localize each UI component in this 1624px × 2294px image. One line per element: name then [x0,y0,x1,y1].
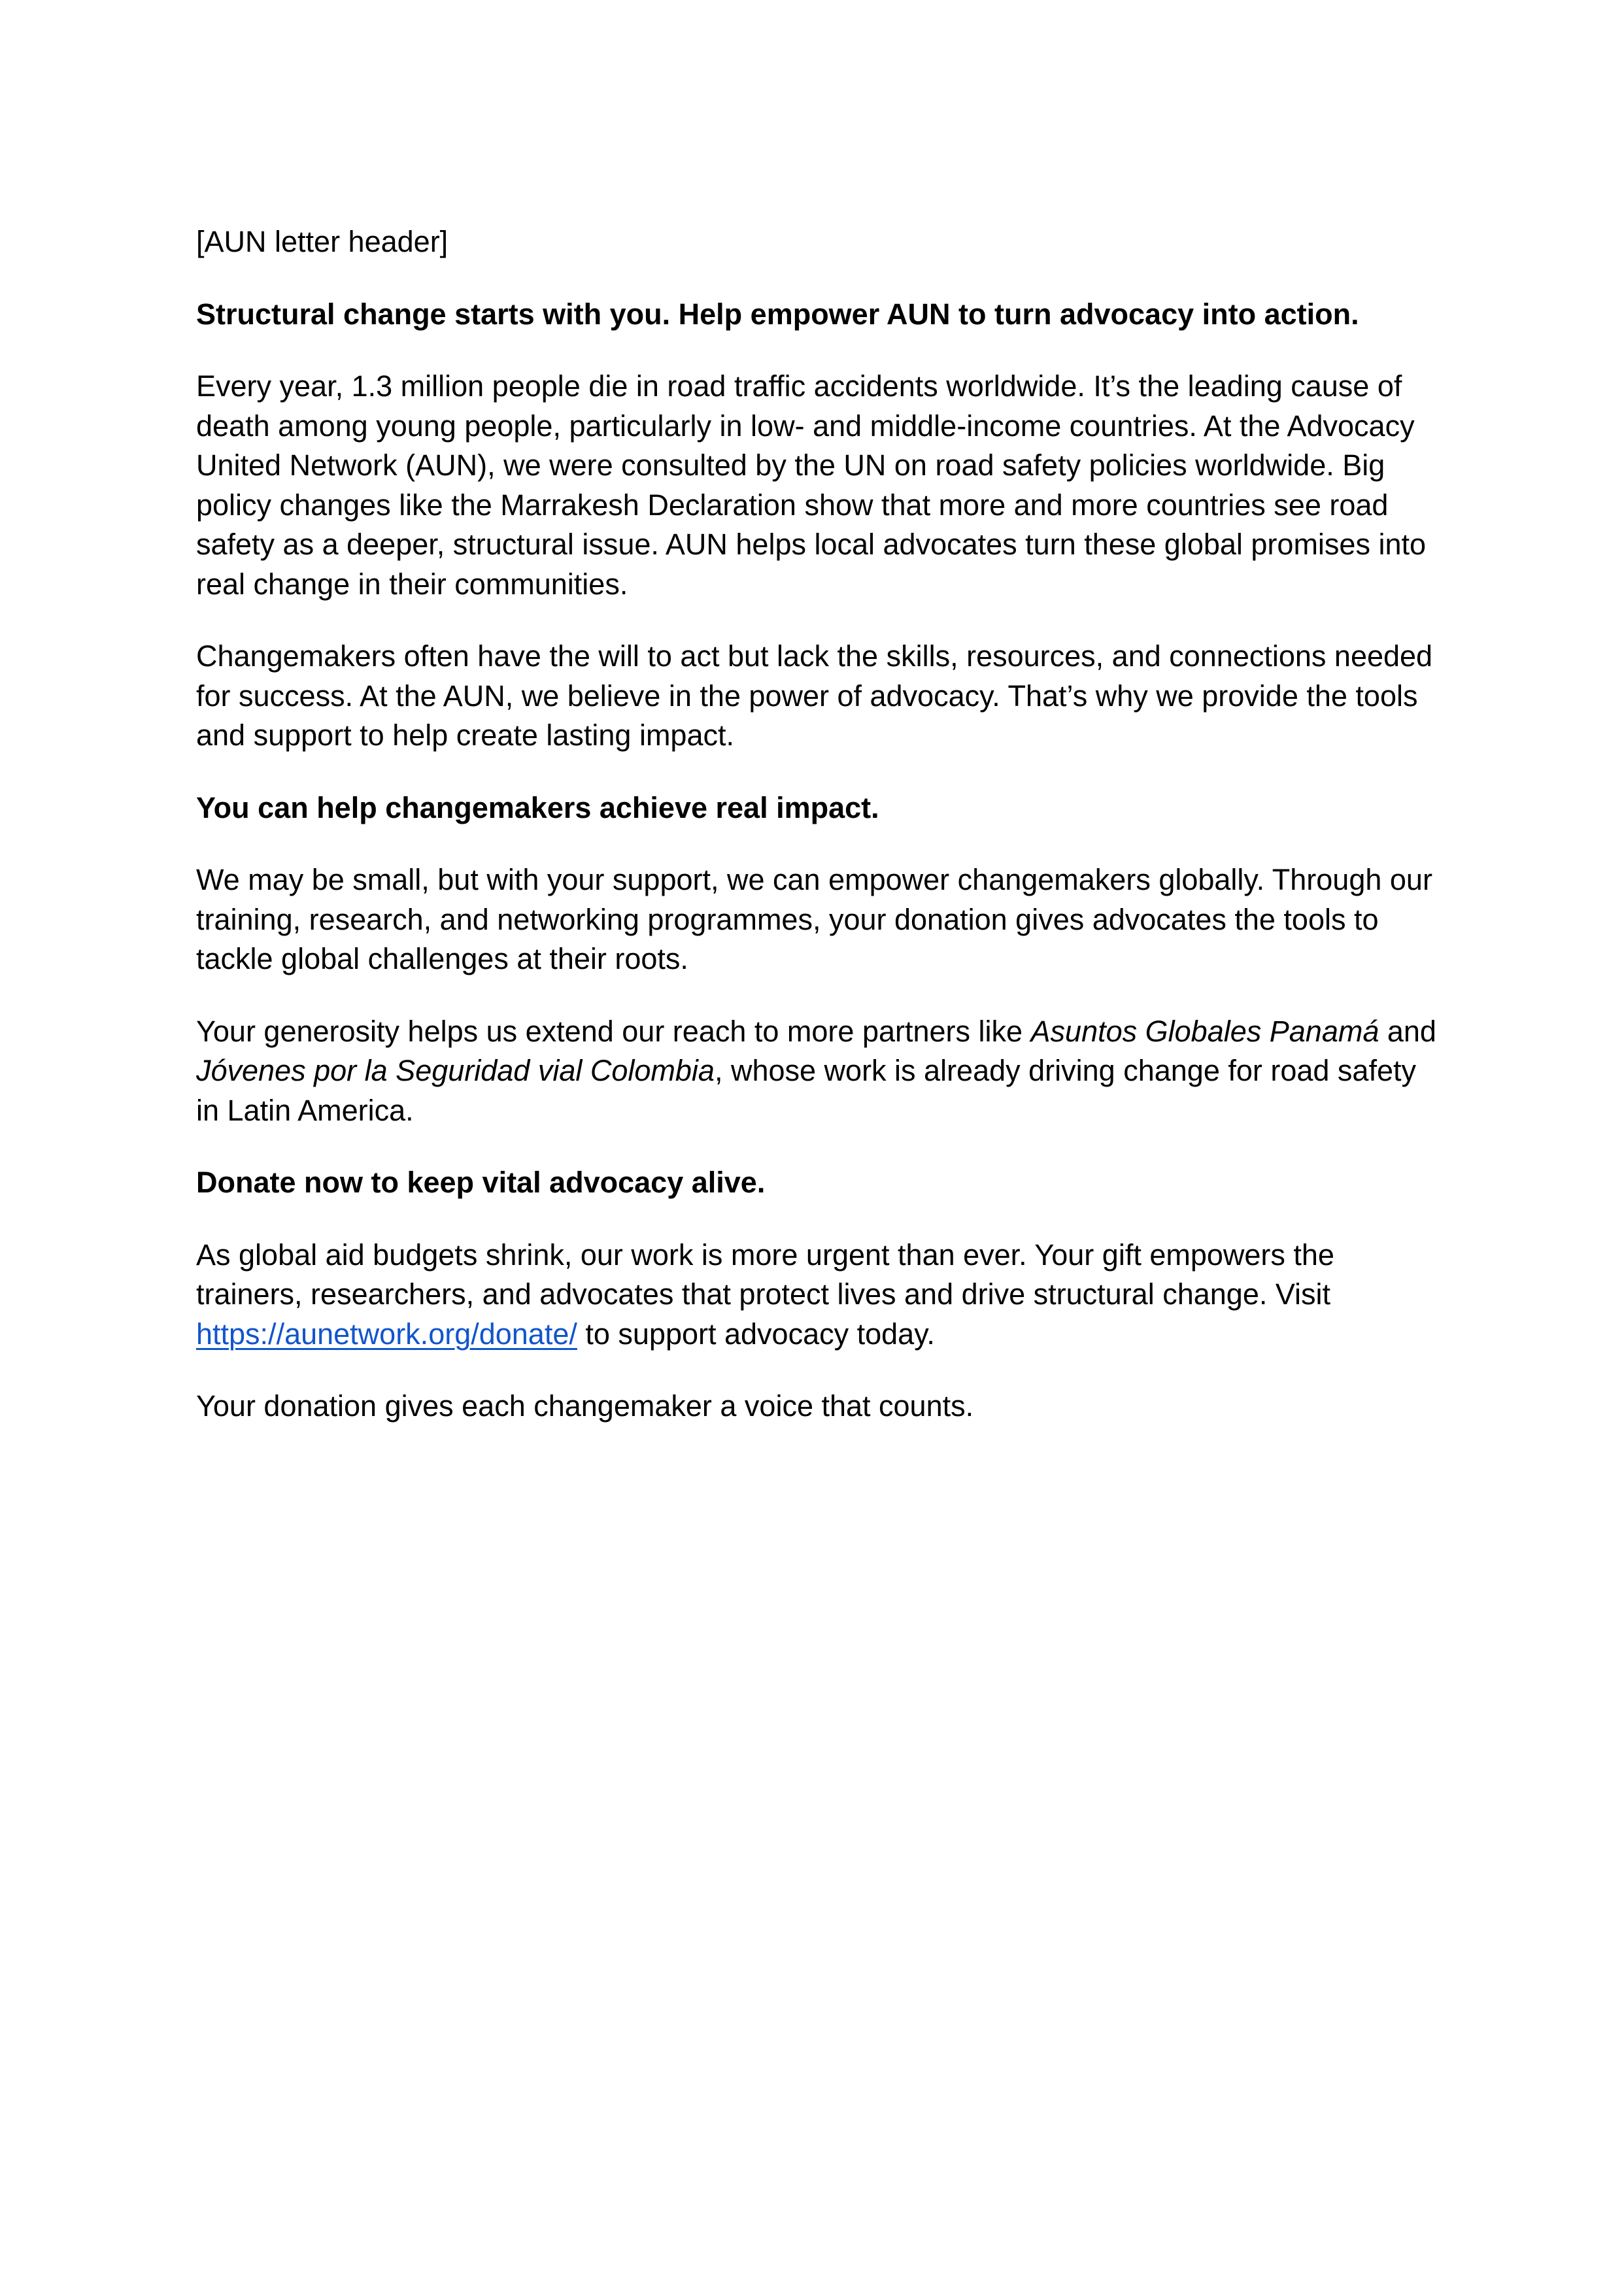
donate-link[interactable]: https://aunetwork.org/donate/ [196,1317,577,1351]
paragraph-partners [196,1012,1438,1131]
headline: Structural change starts with you. Help empower AUN to turn advocacy into action. [196,297,1359,331]
partners-text-2: and [1379,1014,1436,1048]
partner-asuntos-globales: Asuntos Globales Panamá [1030,1014,1379,1048]
letter-header-placeholder: [AUN letter header] [196,225,448,258]
partners-text-3: , whose work is already driving change for road safety in Latin America. [196,1054,1416,1127]
donate-text-1: As global aid budgets shrink, our work is more urgent than ever. Your gift empowers the trainers, researchers, and advocates that protect lives and drive structural change. Visit [196,1238,1334,1311]
paragraph-changemakers: Changemakers often have the will to act but lack the skills, resources, and connections needed for success. At the AUN, we believe in the power of advocacy. That’s why we provide the tools and support to help create lasting impact. [196,639,1433,752]
partner-jovenes-seguridad-vial: Jóvenes por la Seguridad vial Colombia [196,1054,715,1087]
paragraph-road-deaths: Every year, 1.3 million people die in road traffic accidents worldwide. It’s the leading cause of death among young people, particularly in low- and middle-income countries. At the Advocacy United Network (AUN), we were consulted by the UN on road safety policies worldwide. Big policy changes like the Marrakesh Declaration show that more and more countries see road safety as a deeper, structural issue. AUN helps local advocates turn these global promises into real change in their communities. [196,369,1427,601]
partners-text-1: Your generosity helps us extend our reach to more partners like [196,1014,1031,1048]
paragraph-donate [196,1236,1438,1355]
subheading-impact: You can help changemakers achieve real impact. [196,790,879,824]
letter-body [196,222,1438,1459]
paragraph-programmes: We may be small, but with your support, we can empower changemakers globally. Through our training, research, and networking programmes, your donation gives advocates the tools to tackle global challenges at their roots. [196,863,1432,975]
subheading-donate: Donate now to keep vital advocacy alive. [196,1166,766,1199]
closing-line: Your donation gives each changemaker a voice that counts. [196,1389,974,1423]
donate-text-2: to support advocacy today. [577,1317,935,1351]
